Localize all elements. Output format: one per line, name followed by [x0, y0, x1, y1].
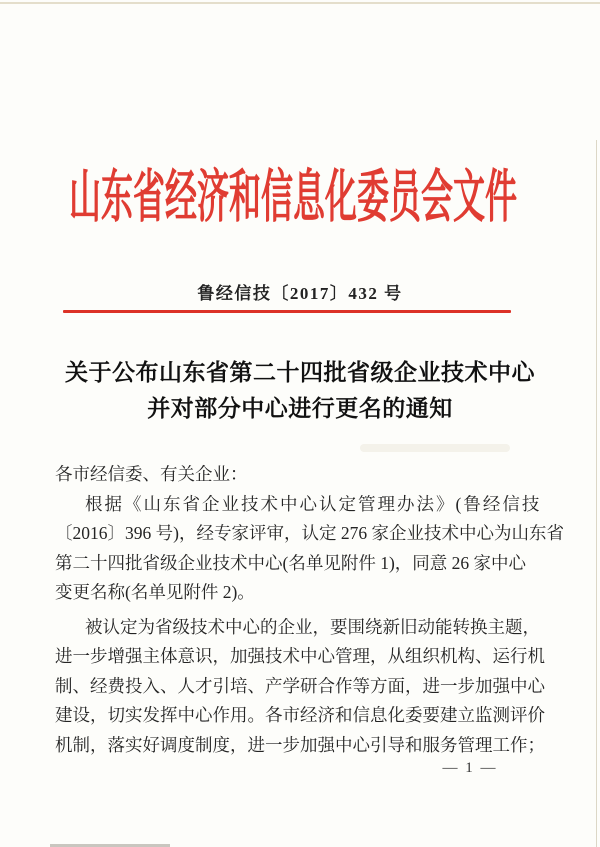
salutation: 各市经信委、有关企业： [55, 464, 248, 484]
org-title: 山东省经济和信息化委员会文件 [68, 164, 517, 229]
doc-title [0, 355, 600, 427]
scan-smudge [360, 444, 510, 452]
body-line: 第二十四批省级企业技术中心(名单见附件 1)，同意 26 家中心 [55, 552, 527, 573]
page-number: — 1 — [442, 760, 498, 776]
body-line: 〔2016〕396 号)，经专家评审，认定 276 家企业技术中心为山东省 [55, 523, 564, 543]
doc-title-line2: 并对部分中心进行更名的通知 [147, 396, 453, 421]
body-line: 变更名称(名单见附件 2)。 [55, 582, 255, 602]
doc-body [55, 460, 564, 760]
body-line: 被认定为省级技术中心的企业，要围绕新旧动能转换主题， [85, 616, 540, 637]
doc-title-line1: 关于公布山东省第二十四批省级企业技术中心 [65, 360, 535, 385]
body-line: 制、经费投入、人才引培、产学研合作等方面，进一步加强中心 [55, 675, 545, 696]
red-divider [63, 310, 511, 313]
body-line: 进一步增强主体意识，加强技术中心管理，从组织机构、运行机 [55, 646, 545, 666]
scan-edge-right [596, 140, 597, 847]
doc-number: 鲁经信技〔2017〕432 号 [197, 284, 403, 303]
scan-edge-top [0, 2, 600, 4]
body-line: 根据《山东省企业技术中心认定管理办法》(鲁经信技 [85, 493, 542, 514]
body-line: 机制，落实好调度制度，进一步加强中心引导和服务管理工作； [55, 734, 545, 755]
body-line: 建设，切实发挥中心作用。各市经济和信息化委要建立监测评价 [55, 705, 545, 725]
